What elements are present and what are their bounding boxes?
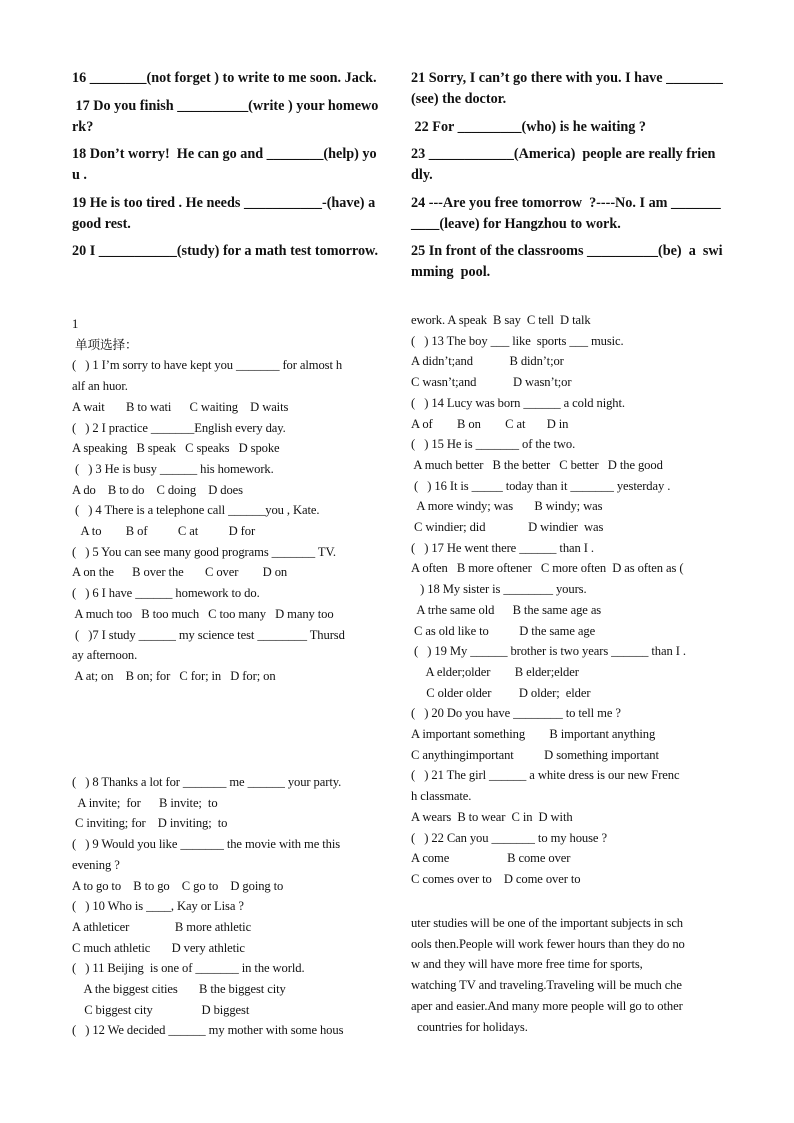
choice-line: ( ) 5 You can see many good programs _______ TV. bbox=[72, 544, 336, 559]
fill-in-question: 18 Don’t worry! He can go and ________(help) you . bbox=[72, 146, 377, 183]
choice-line: ( ) 16 It is _____ today than it _______ yesterday . bbox=[411, 478, 671, 493]
choice-line: A of B on C at D in bbox=[411, 416, 569, 431]
passage-line: w and they will have more free time for sports, bbox=[411, 957, 643, 972]
fill-in-question: 21 Sorry, I can’t go there with you. I have ________(see) the doctor. bbox=[411, 70, 723, 107]
choice-line: A much better B the better C better D the good bbox=[411, 457, 663, 472]
choice-left-bottom bbox=[72, 772, 392, 1041]
fill-in-left bbox=[72, 68, 384, 269]
choice-line: A more windy; was B windy; was bbox=[411, 499, 603, 514]
choice-line: A often B more oftener C more often D as often as ( bbox=[411, 561, 684, 576]
choice-line: A come B come over bbox=[411, 851, 571, 866]
passage-line: uter studies will be one of the important subjects in sch bbox=[411, 916, 684, 930]
choice-line: A athleticer B more athletic bbox=[72, 919, 252, 934]
choice-line: evening ? bbox=[72, 857, 120, 872]
choice-line: A speaking B speak C speaks D spoke bbox=[72, 441, 280, 456]
choice-line: 1 bbox=[72, 317, 79, 331]
choice-line: A elder;older B elder;elder bbox=[411, 664, 579, 679]
choice-line: h classmate. bbox=[411, 789, 472, 804]
choice-line: A important something B important anything bbox=[411, 727, 656, 742]
choice-line: ( ) 22 Can you _______ to my house ? bbox=[411, 830, 607, 845]
choice-line: C windier; did D windier was bbox=[411, 520, 604, 535]
choice-line: ( ) 21 The girl ______ a white dress is our new Frenc bbox=[411, 768, 680, 783]
choice-line: ( ) 17 He went there ______ than I . bbox=[411, 540, 594, 555]
choice-line: ( ) 20 Do you have ________ to tell me ? bbox=[411, 706, 621, 721]
choice-line: A trhe same old B the same age as bbox=[411, 602, 602, 617]
fill-in-question: 19 He is too tired . He needs ___________-(have) a good rest. bbox=[72, 194, 379, 232]
choice-line: ework. A speak B say C tell D talk bbox=[411, 313, 591, 327]
choice-line: ( ) 14 Lucy was born ______ a cold night. bbox=[411, 395, 625, 410]
choice-line: ( ) 13 The boy ___ like sports ___ music. bbox=[411, 333, 624, 348]
choice-line: ( ) 4 There is a telephone call ______you , Kate. bbox=[72, 503, 320, 518]
choice-line: ( ) 8 Thanks a lot for _______ me ______ your party. bbox=[72, 775, 342, 789]
choice-line: ( ) 3 He is busy ______ his homework. bbox=[72, 461, 274, 476]
choice-line: C wasn’t;and D wasn’t;or bbox=[411, 375, 572, 390]
fill-in-question: 20 I ___________(study) for a math test tomorrow. bbox=[72, 243, 379, 259]
choice-line: A wait B to wati C waiting D waits bbox=[72, 399, 289, 414]
choice-line: A much too B too much C too many D many too bbox=[72, 606, 334, 621]
fill-in-question: 17 Do you finish __________(write ) your homework? bbox=[72, 97, 379, 135]
choice-line: ( ) 10 Who is ____, Kay or Lisa ? bbox=[72, 899, 244, 914]
choice-line: C older older D older; elder bbox=[411, 685, 591, 700]
choice-line: ( ) 2 I practice _______English every day. bbox=[72, 420, 286, 435]
choice-line: ( )7 I study ______ my science test ________ Thursd bbox=[72, 627, 345, 642]
passage-line: countries for holidays. bbox=[411, 1019, 528, 1034]
fill-in-question: 23 ____________(America) people are really friendly. bbox=[411, 146, 716, 183]
choice-line: A didn’t;and B didn’t;or bbox=[411, 354, 564, 369]
choice-line: A the biggest cities B the biggest city bbox=[72, 982, 286, 997]
choice-line: A do B to do C doing D does bbox=[72, 482, 243, 497]
passage-line: ools then.People will work fewer hours than they do no bbox=[411, 936, 685, 951]
choice-line: A to go to B to go C go to D going to bbox=[72, 878, 284, 893]
reading-passage bbox=[411, 913, 731, 1037]
choice-right bbox=[411, 310, 731, 890]
section-heading: 单项选择： bbox=[72, 337, 138, 352]
choice-line: ( ) 11 Beijing is one of _______ in the world. bbox=[72, 961, 305, 976]
choice-line: C inviting; for D inviting; to bbox=[72, 816, 228, 831]
choice-line: C biggest city D biggest bbox=[72, 1002, 250, 1017]
choice-left-top bbox=[72, 314, 392, 687]
choice-line: C comes over to D come over to bbox=[411, 871, 581, 886]
passage-line: aper and easier.And many more people will go to other bbox=[411, 998, 683, 1013]
choice-line: A at; on B on; for C for; in D for; on bbox=[72, 668, 276, 683]
choice-line: ( ) 6 I have ______ homework to do. bbox=[72, 586, 260, 601]
choice-line: A invite; for B invite; to bbox=[72, 795, 218, 810]
choice-line: A wears B to wear C in D with bbox=[411, 809, 573, 824]
fill-in-question: 22 For _________(who) is he waiting ? bbox=[411, 118, 647, 135]
choice-line: ay afternoon. bbox=[72, 648, 138, 663]
choice-line: ( ) 19 My ______ brother is two years ______ than I . bbox=[411, 644, 686, 659]
choice-line: A on the B over the C over D on bbox=[72, 565, 288, 580]
choice-line: ( ) 12 We decided ______ my mother with some hous bbox=[72, 1023, 344, 1038]
choice-line: ( ) 9 Would you like _______ the movie with me this bbox=[72, 837, 341, 852]
choice-line: ) 18 My sister is ________ yours. bbox=[411, 582, 587, 597]
choice-line: C much athletic D very athletic bbox=[72, 940, 245, 955]
fill-in-right bbox=[411, 68, 723, 290]
choice-line: ( ) 1 I’m sorry to have kept you _______ for almost h bbox=[72, 358, 343, 373]
choice-line: alf an huor. bbox=[72, 379, 128, 394]
fill-in-question: 24 ---Are you free tomorrow ?----No. I am ___________(leave) for Hangzhou to work. bbox=[411, 194, 721, 232]
choice-line: ( ) 15 He is _______ of the two. bbox=[411, 437, 576, 452]
choice-line: C as old like to D the same age bbox=[411, 623, 596, 638]
choice-line: A to B of C at D for bbox=[72, 524, 256, 539]
fill-in-question: 16 ________(not forget ) to write to me soon. Jack. bbox=[72, 70, 377, 86]
fill-in-question: 25 In front of the classrooms __________(be) a swimming pool. bbox=[411, 243, 723, 280]
passage-line: watching TV and traveling.Traveling will be much che bbox=[411, 978, 682, 993]
choice-line: C anythingimportant D something important bbox=[411, 747, 659, 762]
